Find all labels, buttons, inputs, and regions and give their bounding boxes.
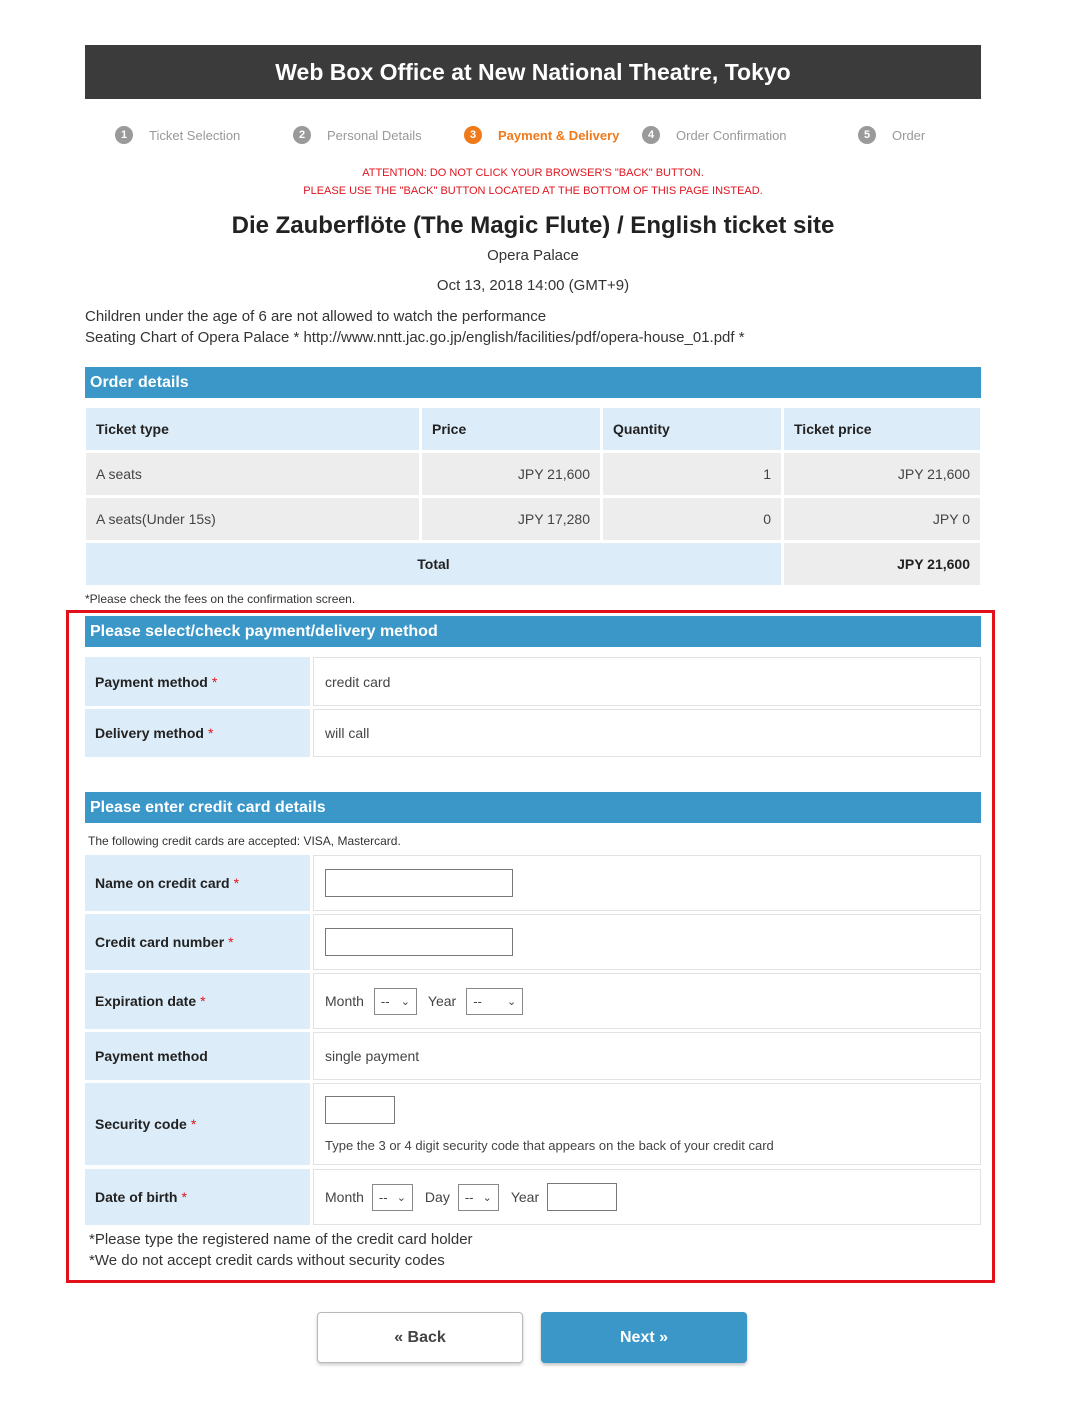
ticket-type-cell: A seats [86,453,419,495]
fees-note: *Please check the fees on the confirmation screen. [85,592,356,606]
order-details-header [85,367,981,398]
security-code-cell [313,1083,981,1165]
card-number-label [85,914,310,970]
required-mark: * [181,1189,187,1205]
label-text: Payment method [95,673,208,690]
payment-type-row [85,1032,981,1080]
ticket-price-cell: JPY 21,600 [784,453,980,495]
card-number-input[interactable] [325,928,513,956]
label-text: Payment method [95,1048,208,1064]
seating-chart-note: Seating Chart of Opera Palace * http://www.nntt.jac.go.jp/english/facilities/pdf/opera-house_01.pdf * [85,329,745,346]
security-code-label [85,1083,310,1165]
selected-value: -- [380,993,390,1009]
step-number: 1 [115,126,133,144]
ticket-price-cell: JPY 0 [784,498,980,540]
footnote-security-code: *We do not accept credit cards without security codes [89,1252,445,1269]
back-button[interactable]: « Back [317,1312,523,1363]
date-of-birth-row [85,1169,981,1225]
required-mark: * [228,934,234,950]
section-title: Order details [90,374,189,391]
total-row [86,543,980,585]
total-label: Total [86,543,781,585]
security-code-row [85,1083,981,1165]
step-number: 2 [293,126,311,144]
chevron-down-icon: ⌄ [400,995,410,1008]
label-text: Expiration date [95,993,197,1009]
footnote-holder-name: *Please type the registered name of the credit card holder [89,1231,473,1248]
step-ticket-selection [115,122,240,148]
event-venue: Opera Palace [487,247,579,264]
table-row [86,498,980,540]
selected-value: -- [473,993,482,1009]
event-datetime: Oct 13, 2018 14:00 (GMT+9) [436,277,630,294]
label-text: Name on credit card [95,875,230,891]
col-ticket-type: Ticket type [86,408,419,450]
chevron-down-icon: ⌄ [396,1191,406,1204]
chevron-down-icon: ⌄ [507,995,517,1008]
required-mark: * [211,673,218,690]
label-text: Security code [95,1116,187,1132]
age-restriction-note: Children under the age of 6 are not allowed to watch the performance [85,308,547,325]
payment-method-row [85,657,981,706]
card-name-row [85,855,981,911]
section-title: Please select/check payment/delivery method [90,623,438,640]
step-label: Personal Details [327,127,422,143]
expiration-year-select[interactable] [466,988,523,1015]
expiration-label [85,973,310,1029]
expiration-cell [313,973,981,1029]
step-number: 5 [858,126,876,144]
year-label: Year [510,1189,540,1205]
selected-value: -- [378,1189,388,1205]
date-of-birth-cell [313,1169,981,1225]
attention-line-2: PLEASE USE THE "BACK" BUTTON LOCATED AT THE BOTTOM OF THIS PAGE INSTEAD. [303,185,763,197]
year-label: Year [427,993,457,1009]
label-text: Date of birth [95,1189,178,1205]
col-quantity: Quantity [603,408,781,450]
security-code-input[interactable] [325,1096,395,1124]
month-label: Month [325,1189,364,1205]
step-number: 3 [464,126,482,144]
card-number-cell [313,914,981,970]
required-mark: * [207,725,214,741]
step-label: Ticket Selection [149,127,241,143]
payment-type-label [85,1032,310,1080]
section-title: Please enter credit card details [90,799,326,816]
step-personal-details [293,122,422,148]
day-label: Day [424,1189,450,1205]
attention-line-1: ATTENTION: DO NOT CLICK YOUR BROWSER'S "BACK" BUTTON. [362,167,704,179]
dob-year-input[interactable] [547,1183,617,1211]
chevron-down-icon: ⌄ [482,1191,492,1204]
next-button[interactable]: Next » [541,1312,747,1363]
card-name-label [85,855,310,911]
order-table [83,405,983,588]
credit-card-header [85,792,981,823]
selected-value: -- [464,1189,474,1205]
expiration-row [85,973,981,1029]
step-label: Order Confirmation [676,127,787,143]
required-mark: * [190,1116,197,1132]
table-header-row [86,408,980,450]
event-title: Die Zauberflöte (The Magic Flute) / English ticket site [231,212,835,239]
security-code-hint: Type the 3 or 4 digit security code that appears on the back of your credit card [325,1137,774,1153]
label-text: Credit card number [95,934,225,950]
required-mark: * [200,993,206,1009]
site-header [85,45,981,99]
step-label: Order [892,127,926,143]
col-ticket-price: Ticket price [784,408,980,450]
required-mark: * [233,875,240,891]
payment-method-label [85,657,310,706]
ticket-type-cell: A seats(Under 15s) [86,498,419,540]
dob-month-select[interactable] [372,1184,413,1211]
delivery-method-label [85,709,310,757]
expiration-month-select[interactable] [374,988,417,1015]
month-label: Month [325,993,364,1009]
price-cell: JPY 21,600 [422,453,600,495]
table-row [86,453,980,495]
step-order-confirmation [642,122,787,148]
step-label: Payment & Delivery [498,127,620,143]
step-order [858,122,925,148]
label-text: Delivery method [95,725,204,741]
progress-steps [85,122,981,148]
quantity-cell: 1 [603,453,781,495]
col-price: Price [422,408,600,450]
accepted-cards-note: The following credit cards are accepted: VISA, Mastercard. [88,834,401,848]
card-name-input[interactable] [325,869,513,897]
dob-day-select[interactable] [458,1184,499,1211]
site-title: Web Box Office at New National Theatre, Tokyo [275,59,791,85]
step-payment-delivery [464,122,619,148]
payment-type-value: single payment [313,1032,981,1080]
delivery-method-row [85,709,981,757]
quantity-cell: 0 [603,498,781,540]
date-of-birth-label [85,1169,310,1225]
price-cell: JPY 17,280 [422,498,600,540]
payment-delivery-header [85,616,981,647]
delivery-method-value: will call [313,709,981,757]
total-value: JPY 21,600 [784,543,980,585]
payment-method-value: credit card [313,657,981,706]
step-number: 4 [642,126,660,144]
card-name-cell [313,855,981,911]
card-number-row [85,914,981,970]
